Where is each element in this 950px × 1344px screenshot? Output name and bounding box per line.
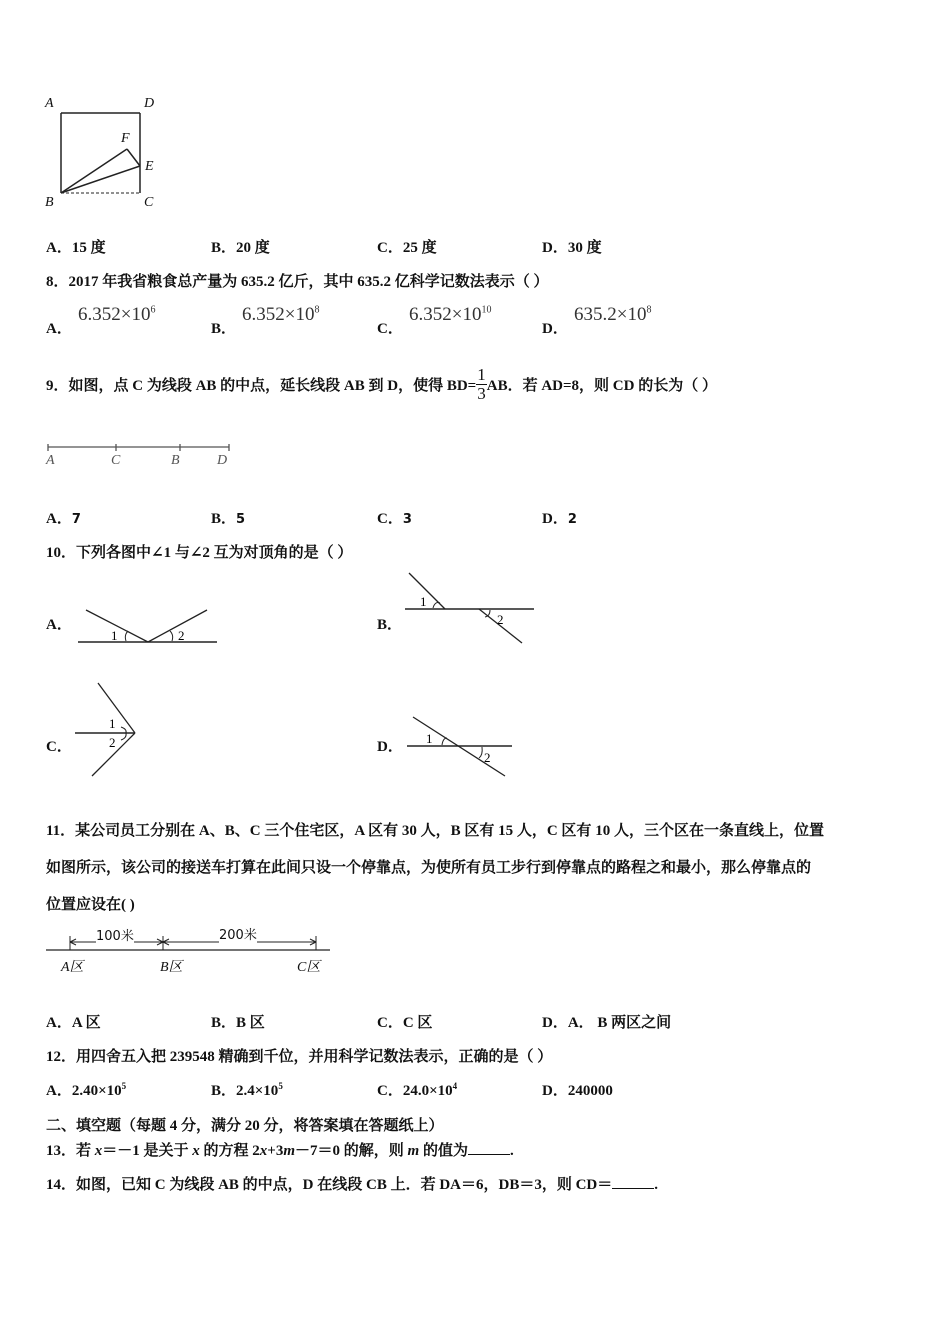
distance-ab-label: 100米 [96, 925, 134, 944]
q11-stem-line-2: 如图所示，该公司的接送车打算在此间只设一个停靠点，为使所有员工步行到停靠点的路程之和最小，那么停靠点的 [46, 860, 812, 876]
q12-option-a: A．$2.40\times 10^5$ [46, 1081, 127, 1099]
q11-option-d: D．A． B 两区之间 [542, 1015, 672, 1031]
q10-option-c-label: C． [46, 739, 72, 755]
q7-option-d: D．30 度 [542, 240, 602, 256]
q12-stem: 12．用四舍五入把 239548 精确到千位，并用科学记数法表示，正确的是（ ） [46, 1049, 553, 1065]
zone-label-a: A区 [61, 960, 84, 975]
q8-option-b-label: B． [211, 321, 237, 337]
q13-stem: 13．若 x＝－1 是关于 x 的方程 2x+3m－7＝0 的解，则 m 的值为 . [46, 1139, 514, 1160]
q7-option-b: B．20 度 [211, 240, 270, 256]
angle-2-label: 2 [178, 628, 185, 643]
q9-option-d: D．2 [542, 511, 577, 527]
point-label-f: F [121, 131, 130, 146]
fraction-one-third: $\frac{1}{3}$ [477, 365, 486, 403]
segment-label-d: D [217, 453, 228, 468]
point-label-c: C [144, 195, 154, 210]
section-2-heading: 二、填空题（每题 4 分，满分 20 分，将答案填在答题纸上） [46, 1118, 444, 1134]
q9-option-b: B．5 [211, 511, 246, 527]
q8-option-b-value: $6.352\times 10^8$ [242, 304, 320, 325]
point-label-e: E [145, 159, 154, 174]
q8-option-c-label: C． [377, 321, 403, 337]
q10-option-b-label: B． [377, 617, 403, 633]
segment-label-c: C [111, 453, 121, 468]
zone-label-c: C区 [297, 960, 321, 975]
q7-option-a: A．15 度 [46, 240, 106, 256]
q9-option-c: C．3 [377, 511, 412, 527]
q8-option-d-value: $635.2\times 10^8$ [574, 304, 652, 325]
segment-label-a: A [46, 453, 55, 468]
q8-option-d-label: D． [542, 321, 568, 337]
q10-option-d-label: D． [377, 739, 403, 755]
angle-2-label: 2 [484, 750, 491, 765]
q11-option-c: C．C 区 [377, 1015, 433, 1031]
angle-2-label: 2 [109, 735, 116, 750]
q9-stem: 9．如图，点 C 为线段 AB 的中点，延长线段 AB 到 D，使得 BD= $\frac{1}{3}$ AB．若 AD=8，则 CD 的长为（ ） [46, 365, 717, 403]
q8-option-c-value: $6.352\times 10^{10}$ [409, 304, 492, 325]
segment-label-b: B [171, 453, 180, 468]
q12-option-c: C．$24.0\times 10^4$ [377, 1081, 458, 1099]
q11-option-b: B．B 区 [211, 1015, 265, 1031]
point-label-b: B [45, 195, 54, 210]
q8-stem: 8．2017 年我省粮食总产量为 635.2 亿斤，其中 635.2 亿科学记数法表示（ ） [46, 274, 549, 290]
angle-1-label: 1 [426, 731, 433, 746]
angle-1-label: 1 [420, 594, 427, 609]
q14-answer-blank[interactable] [612, 1174, 654, 1189]
q9-option-a: A．7 [46, 511, 81, 527]
point-label-d: D [144, 96, 155, 111]
q10-stem: 10．下列各图中∠1 与∠2 互为对顶角的是（ ） [46, 545, 353, 561]
angle-1-label: 1 [109, 716, 116, 731]
q11-line-diagram [0, 0, 340, 980]
q8-option-a-value: $6.352\times 10^6$ [78, 304, 156, 325]
q11-stem-line-1: 11．某公司员工分别在 A、B、C 三个住宅区，A 区有 30 人，B 区有 15 人，C 区有 10 人，三个区在一条直线上，位置 [46, 823, 824, 839]
q12-option-b: B．$2.4\times 10^5$ [211, 1081, 283, 1099]
angle-2-label: 2 [497, 612, 504, 627]
q11-option-a: A．A 区 [46, 1015, 101, 1031]
q7-option-c: C．25 度 [377, 240, 437, 256]
q8-option-a-label: A． [46, 321, 72, 337]
q12-option-d: D．240000 [542, 1083, 613, 1099]
q11-stem-line-3: 位置应设在( ) [46, 897, 135, 913]
q13-answer-blank[interactable] [468, 1140, 510, 1155]
point-label-a: A [45, 96, 54, 111]
zone-label-b: B区 [160, 960, 183, 975]
q14-stem: 14．如图，已知 C 为线段 AB 的中点，D 在线段 CB 上．若 DA＝6，DB＝3，则 CD＝ . [46, 1173, 658, 1194]
distance-bc-label: 200米 [219, 924, 257, 943]
q10-option-a-label: A． [46, 617, 72, 633]
angle-1-label: 1 [111, 628, 118, 643]
